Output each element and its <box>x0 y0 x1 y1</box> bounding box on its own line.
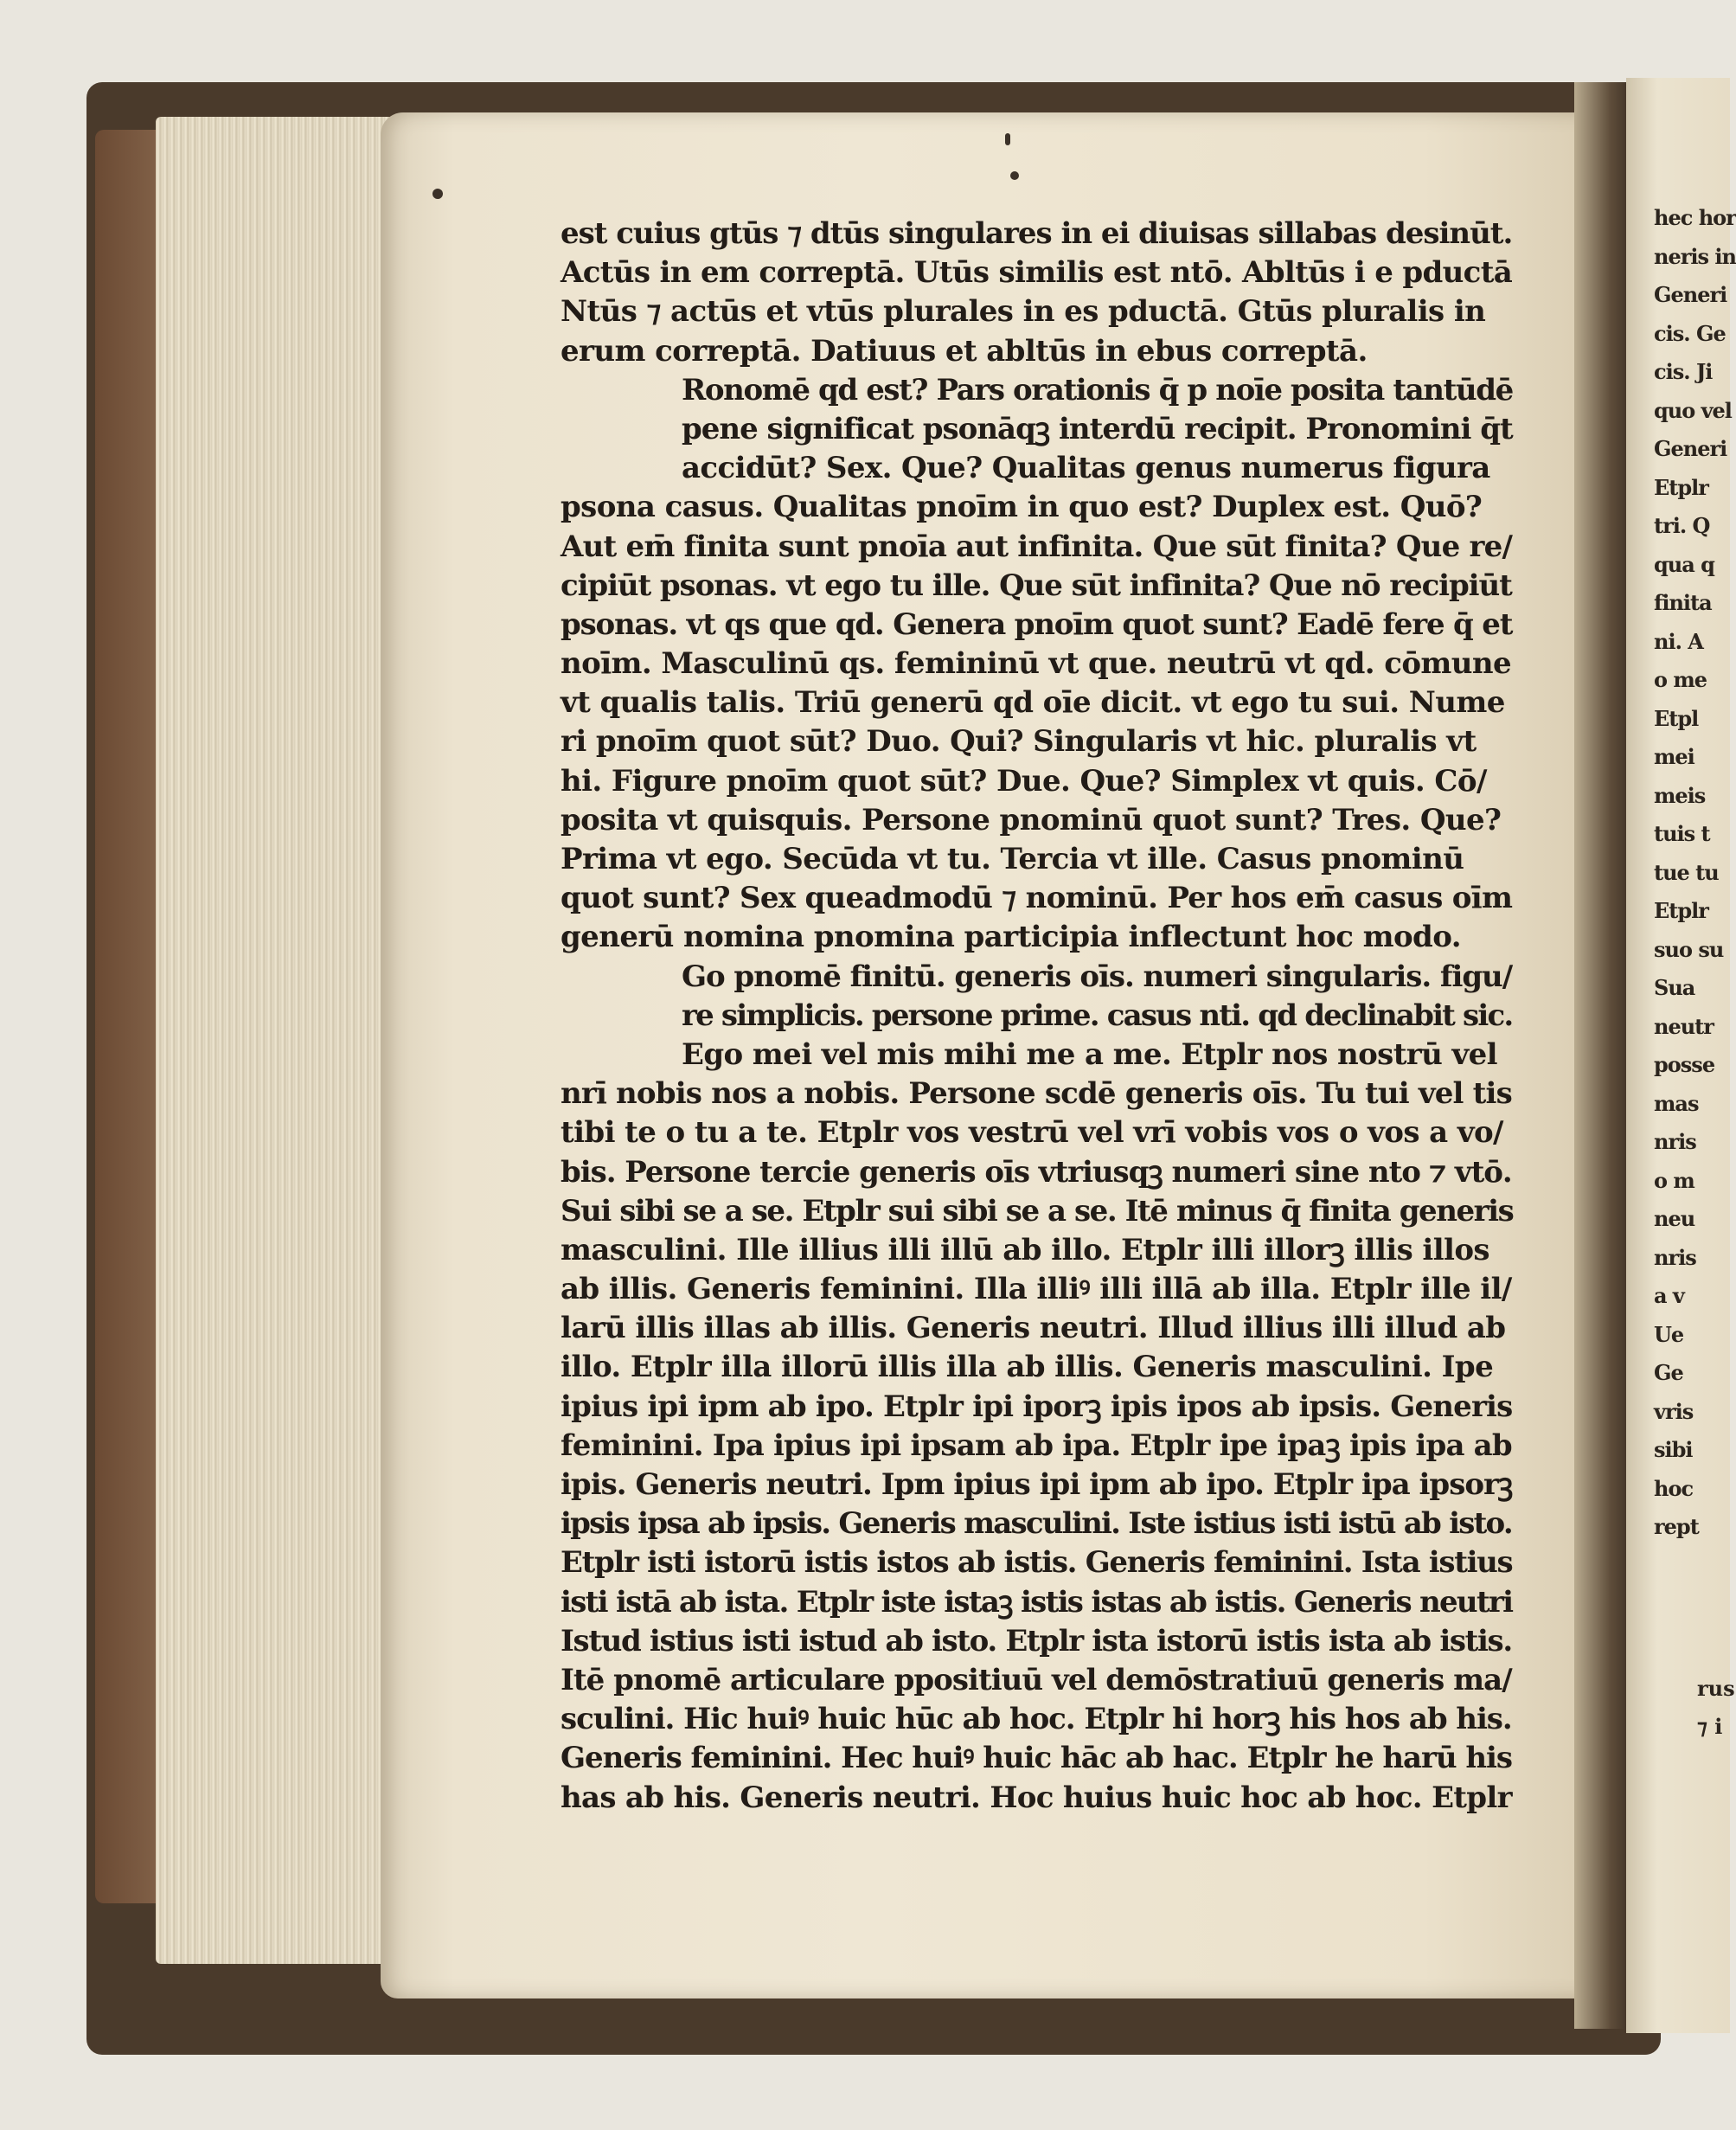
facing-text-line: sibi <box>1654 1437 1693 1462</box>
facing-text-line: quo vel <box>1654 397 1732 423</box>
facing-text-line: Etplr <box>1654 474 1708 500</box>
facing-text-line: posse <box>1654 1052 1715 1077</box>
facing-text-line: cis. Ge <box>1654 320 1726 346</box>
facing-text-line: hoc <box>1654 1475 1694 1501</box>
facing-text-line: tuis t <box>1654 821 1710 846</box>
text-line: Ntūs ⁊ actūs et vtūs plurales in es pductā. Gtūs pluralis in <box>561 294 1486 330</box>
text-line: posita vt quisquis. Persone pnominū quot sunt? Tres. Que? <box>561 802 1502 837</box>
facing-text-line: mas <box>1654 1090 1699 1116</box>
text-line: re simplicis. persone prime. casus nti. qd declinabit sic. <box>682 998 1513 1033</box>
facing-text-line: rus <box>1697 1676 1735 1701</box>
facing-text-line: Ge <box>1654 1360 1683 1385</box>
text-line: Actūs in em correptā. Utūs similis est ntō. Abltūs i e pductā <box>561 255 1513 291</box>
facing-text-line: vris <box>1654 1398 1694 1424</box>
facing-text-line: o me <box>1654 667 1707 692</box>
text-line: est cuius gtūs ⁊ dtūs singulares in ei diuisas sillabas desinūt. <box>561 216 1513 251</box>
facing-text-line: Generi <box>1654 282 1727 307</box>
facing-text-line: Ue <box>1654 1321 1684 1347</box>
facing-text-line: nris <box>1654 1244 1696 1270</box>
text-line: Aut em̄ finita sunt pnoīa aut infinita. Que sūt finita? Que re/ <box>561 529 1513 564</box>
facing-text-line: tue tu <box>1654 859 1719 885</box>
text-line: Itē pnomē articulare ppositiuū vel demōstratiuū generis ma/ <box>561 1662 1512 1697</box>
facing-text-line: rept <box>1654 1514 1699 1539</box>
text-line: nrī nobis nos a nobis. Persone scdē generis oīs. Tu tui vel tis <box>561 1076 1512 1112</box>
facing-text-line: Etplr <box>1654 898 1708 923</box>
facing-text-line: Etpl <box>1654 705 1699 731</box>
text-line: noīm. Masculinū qs. femininū vt que. neutrū vt qd. cōmune <box>561 646 1512 682</box>
text-line: Ronomē qd est? Pars orationis q̄ p noīe posita tantūdē <box>682 372 1513 407</box>
text-line: ipis. Generis neutri. Ipm ipius ipi ipm ab ipo. Etplr ipa ipsorꝫ <box>561 1467 1513 1502</box>
facing-text-line: hec hor <box>1654 205 1736 230</box>
page-text-block <box>561 215 1512 1818</box>
facing-text-line: meis <box>1654 782 1706 808</box>
text-line: Generis feminini. Hec huiꝰ huic hāc ab hac. Etplr he harū his <box>561 1741 1512 1776</box>
text-line: has ab his. Generis neutri. Hoc huius huic hoc ab hoc. Etplr <box>561 1780 1512 1815</box>
text-line: Prima vt ego. Secūda vt tu. Tercia vt ille. Casus pnominū <box>561 842 1464 876</box>
ink-dot <box>432 189 443 199</box>
text-line: accidūt? Sex. Que? Qualitas genus numerus figura <box>682 451 1490 486</box>
ink-dot <box>1005 133 1010 145</box>
text-line: erum correptā. Datiuus et abltūs in ebus correptā. <box>561 333 1368 369</box>
facing-text-line: finita <box>1654 590 1712 615</box>
text-line: Go pnomē finitū. generis oīs. numeri singularis. figu/ <box>682 959 1513 994</box>
ink-dot <box>1010 171 1019 180</box>
facing-text-line: Sua <box>1654 975 1695 1000</box>
facing-text-line: a v <box>1654 1283 1684 1308</box>
facing-text-line: cis. Ji <box>1654 359 1713 384</box>
facing-text-line: ni. A <box>1654 628 1703 654</box>
facing-text-line: tri. Q <box>1654 513 1710 538</box>
facing-text-line: o m <box>1654 1167 1694 1193</box>
text-line: Istud istius isti istud ab isto. Etplr ista istorū istis ista ab istis. <box>561 1623 1512 1658</box>
text-line: pene significat psonāqꝫ interdū recipit. Pronomini q̄t <box>682 411 1513 446</box>
text-line: quot sunt? Sex queadmodū ⁊ nominū. Per hos em̄ casus oīm <box>561 881 1513 916</box>
facing-text-line: Generi <box>1654 436 1727 461</box>
facing-text-line: neutr <box>1654 1013 1714 1039</box>
text-line: Ego mei vel mis mihi me a me. Etplr nos nostrū vel <box>682 1036 1497 1072</box>
text-line: masculini. Ille illius illi illū ab illo. Etplr illi illorꝫ illis illos <box>561 1232 1489 1267</box>
text-line: larū illis illas ab illis. Generis neutri. Illud illius illi illud ab <box>561 1311 1506 1346</box>
facing-text-line: qua q <box>1654 551 1714 577</box>
text-line: ab illis. Generis feminini. Illa illiꝰ illi illā ab illa. Etplr ille il/ <box>561 1272 1512 1307</box>
text-line: tibi te o tu a te. Etplr vos vestrū vel vrī vobis vos o vos a vo/ <box>561 1115 1503 1151</box>
text-line: psona casus. Qualitas pnoīm in quo est? Duplex est. Quō? <box>561 490 1483 525</box>
facing-text-line: neu <box>1654 1206 1695 1231</box>
text-line: Sui sibi se a se. Etplr sui sibi se a se. Itē minus q̄ finita generis <box>561 1193 1514 1229</box>
text-line: ipius ipi ipm ab ipo. Etplr ipi iporꝫ ipis ipos ab ipsis. Generis <box>561 1389 1513 1424</box>
facing-text-line: suo su <box>1654 936 1724 962</box>
text-line: ipsis ipsa ab ipsis. Generis masculini. Iste istius isti istū ab isto. <box>561 1506 1512 1542</box>
facing-page-text <box>1654 199 1736 1547</box>
text-line: generū nomina pnomina participia inflectunt hoc modo. <box>561 920 1461 955</box>
page-edges <box>156 117 398 1964</box>
text-line: psonas. vt qs que qd. Genera pnoīm quot sunt? Eadē fere q̄ et <box>561 606 1513 642</box>
facing-text-line: ⁊ i <box>1697 1714 1723 1739</box>
text-line: illo. Etplr illa illorū illis illa ab illis. Generis masculini. Ipe <box>561 1350 1494 1385</box>
facing-text-line: neris in <box>1654 243 1736 269</box>
text-line: hi. Figure pnoīm quot sūt? Due. Que? Simplex vt quis. Cō/ <box>561 763 1487 799</box>
text-line: feminini. Ipa ipius ipi ipsam ab ipa. Etplr ipe ipaꝫ ipis ipa ab <box>561 1427 1512 1463</box>
text-line: isti istā ab ista. Etplr iste istaꝫ istis istas ab istis. Generis neutri <box>561 1584 1513 1620</box>
facing-page-text-lower <box>1697 1670 1735 1746</box>
text-line: vt qualis talis. Triū generū qd oīe dicit. vt ego tu sui. Nume <box>561 685 1505 721</box>
facing-text-line: mei <box>1654 744 1694 769</box>
text-line: cipiūt psonas. vt ego tu ille. Que sūt infinita? Que nō recipiūt <box>561 568 1512 603</box>
text-line: Etplr isti istorū istis istos ab istis. Generis feminini. Ista istius <box>561 1545 1513 1581</box>
text-line: sculini. Hic huiꝰ huic hūc ab hoc. Etplr hi horꝫ his hos ab his. <box>561 1702 1512 1737</box>
text-line: ri pnoīm quot sūt? Duo. Qui? Singularis vt hic. pluralis vt <box>561 724 1477 760</box>
facing-text-line: nris <box>1654 1129 1696 1154</box>
text-line: bis. Persone tercie generis oīs vtriusqꝫ numeri sine nto ⁊ vtō. <box>561 1154 1512 1190</box>
